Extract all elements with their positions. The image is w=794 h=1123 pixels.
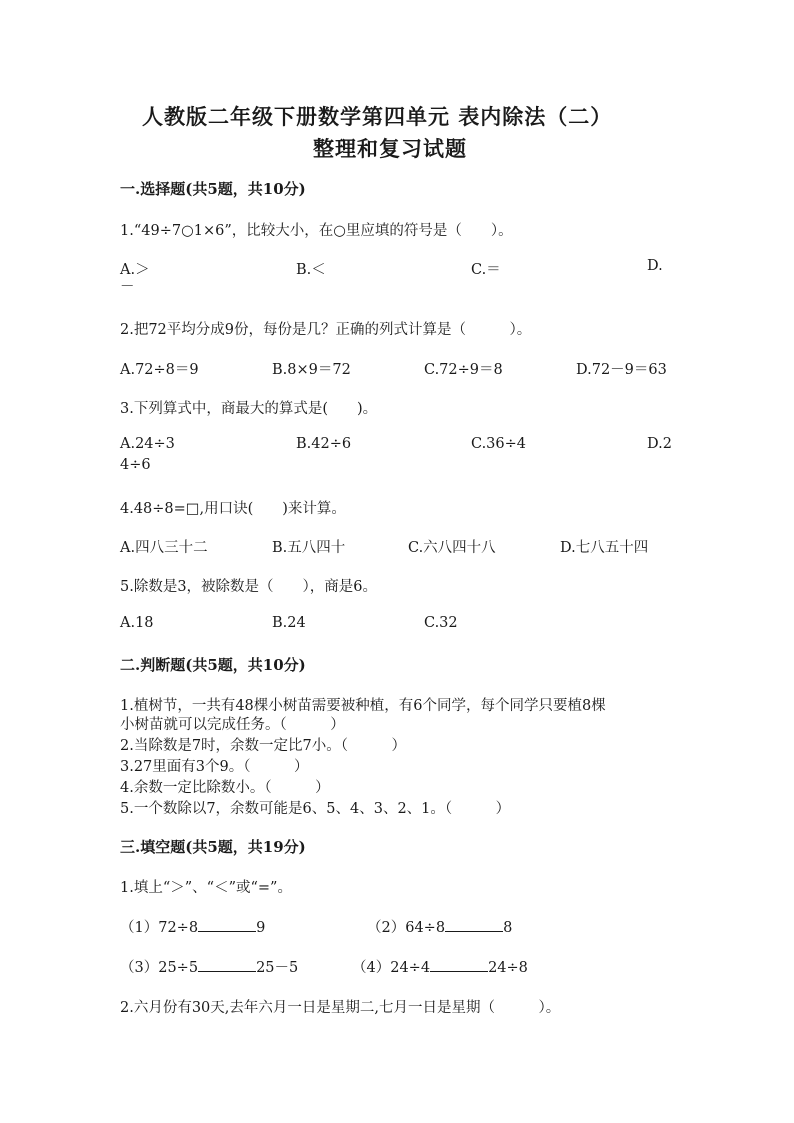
question-2: 2.把72平均分成9份，每份是几？正确的列式计算是（ ）。: [120, 322, 532, 338]
judgement-line-6: 5.一个数除以7，余数可能是6、5、4、3、2、1。（ ）: [120, 801, 511, 817]
fill-question-2: 2.六月份有30天,去年六月一日是星期二,七月一日是星期（ ）。: [120, 1000, 561, 1016]
doc-title-line1: 人教版二年级下册数学第四单元 表内除法（二）: [142, 104, 613, 129]
question-3: 3.下列算式中，商最大的算式是( )。: [120, 401, 378, 417]
fill-item-1-after: 9: [256, 920, 266, 936]
fill-item-4: [352, 956, 528, 977]
section-heading-choice: 一.选择题(共5题，共10分): [120, 180, 306, 198]
option-5b: B.24: [272, 615, 306, 631]
option-1d: D.: [647, 258, 663, 274]
option-4d: D.七八五十四: [560, 540, 649, 556]
option-3d-wrap: 4÷6: [120, 457, 151, 473]
question-5: 5.除数是3，被除数是（ ），商是6。: [120, 579, 378, 595]
question-1: 1.“49÷7○1×6”，比较大小，在○里应填的符号是（ ）。: [120, 223, 513, 239]
answer-blank[interactable]: [445, 917, 503, 932]
judgement-line-4: 3.27里面有3个9。（ ）: [120, 759, 309, 775]
fill-item-3: [120, 956, 298, 977]
fill-question-1: 1.填上“＞”、“＜”或“=”。: [120, 880, 292, 896]
option-3a: A.24÷3: [120, 436, 175, 452]
section-heading-judgement: 二.判断题(共5题，共10分): [120, 656, 306, 674]
option-4c: C.六八四十八: [408, 540, 496, 556]
judgement-line-3: 2.当除数是7时，余数一定比7小。（ ）: [120, 738, 407, 754]
doc-title-line2: 整理和复习试题: [313, 136, 467, 161]
option-1b: B.＜: [296, 262, 326, 278]
answer-blank[interactable]: [430, 957, 488, 972]
option-5c: C.32: [424, 615, 458, 631]
option-3b: B.42÷6: [296, 436, 352, 452]
judgement-line-2: 小树苗就可以完成任务。（ ）: [120, 717, 345, 733]
fill-item-2-after: 8: [503, 920, 513, 936]
option-3d: D.2: [647, 436, 672, 452]
question-4: 4.48÷8=□,用口诀( )来计算。: [120, 501, 346, 517]
option-4b: B.五八四十: [272, 540, 346, 556]
option-2c: C.72÷9＝8: [424, 362, 503, 378]
option-4a: A.四八三十二: [120, 540, 208, 556]
option-1c: C.＝: [471, 262, 501, 278]
option-2b: B.8×9＝72: [272, 362, 351, 378]
fill-item-3-label: （3）25÷5: [120, 960, 199, 976]
answer-blank[interactable]: [198, 957, 256, 972]
fill-item-4-label: （4）24÷4: [352, 960, 431, 976]
option-2d: D.72－9＝63: [576, 362, 667, 378]
judgement-line-5: 4.余数一定比除数小。（ ）: [120, 780, 330, 796]
section-heading-fill: 三.填空题(共5题，共19分): [120, 838, 306, 856]
fill-item-2: [367, 916, 512, 937]
option-1d-wrap: －: [120, 279, 135, 295]
option-1a: A.＞: [120, 262, 150, 278]
option-5a: A.18: [120, 615, 154, 631]
option-2a: A.72÷8＝9: [120, 362, 199, 378]
fill-item-2-label: （2）64÷8: [367, 920, 446, 936]
option-3c: C.36÷4: [471, 436, 527, 452]
answer-blank[interactable]: [198, 917, 256, 932]
judgement-line-1: 1.植树节，一共有48棵小树苗需要被种植，有6个同学，每个同学只要植8棵: [120, 698, 606, 714]
fill-item-4-after: 24÷8: [488, 960, 528, 976]
fill-item-1: [120, 916, 265, 937]
fill-item-1-label: （1）72÷8: [120, 920, 199, 936]
fill-item-3-after: 25－5: [256, 960, 299, 976]
